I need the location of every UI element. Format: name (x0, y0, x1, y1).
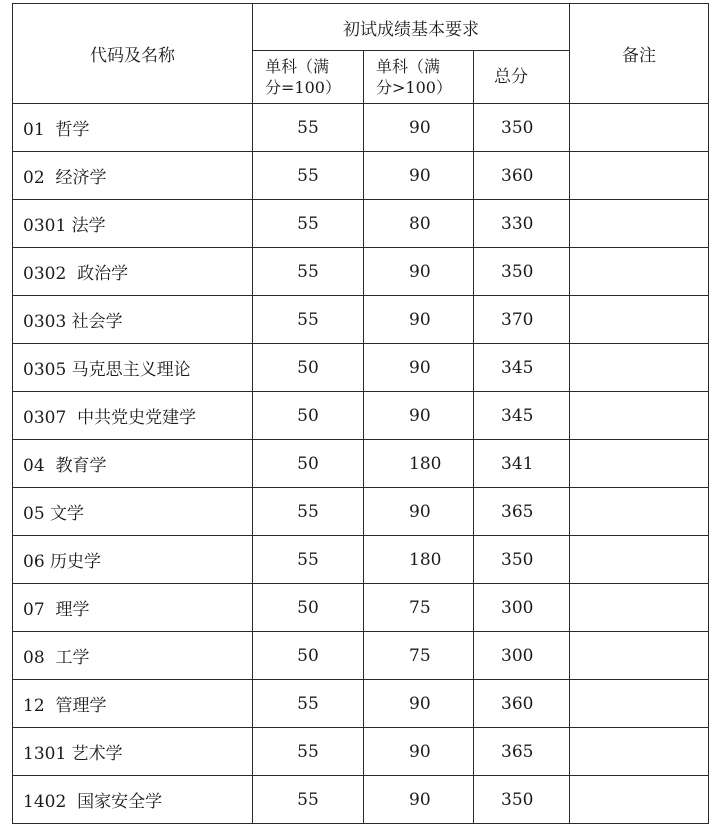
discipline-name-cell: 08 工学 (13, 632, 253, 680)
discipline-name-cell: 07 理学 (13, 584, 253, 632)
single-subject-100-cell: 55 (253, 680, 364, 728)
single-subject-over100-cell: 90 (364, 776, 474, 824)
single-subject-100-cell: 55 (253, 104, 364, 152)
total-score-cell: 350 (474, 776, 570, 824)
single-subject-100-cell: 50 (253, 344, 364, 392)
total-score-cell: 365 (474, 728, 570, 776)
score-requirements-table (12, 3, 709, 824)
remark-cell (570, 728, 709, 776)
discipline-name-cell: 0302 政治学 (13, 248, 253, 296)
header-row-top (13, 4, 709, 51)
code-name-header: 代码及名称 (13, 4, 253, 104)
single-subject-100-cell: 55 (253, 488, 364, 536)
discipline-name-cell: 06 历史学 (13, 536, 253, 584)
total-score-cell: 300 (474, 632, 570, 680)
table-row (13, 632, 709, 680)
single-subject-100-line1: 单科（满 (265, 57, 330, 76)
table-row (13, 584, 709, 632)
discipline-name-cell: 0303 社会学 (13, 296, 253, 344)
discipline-name-cell: 1402 国家安全学 (13, 776, 253, 824)
single-subject-100-cell: 55 (253, 296, 364, 344)
remark-cell (570, 680, 709, 728)
single-subject-over100-cell: 90 (364, 344, 474, 392)
discipline-name-cell: 12 管理学 (13, 680, 253, 728)
remark-cell (570, 536, 709, 584)
remark-cell (570, 296, 709, 344)
total-score-cell: 350 (474, 104, 570, 152)
table-row (13, 680, 709, 728)
single-subject-100-cell: 55 (253, 200, 364, 248)
single-subject-100-cell: 50 (253, 584, 364, 632)
total-score-cell: 345 (474, 344, 570, 392)
remark-cell (570, 392, 709, 440)
remark-header: 备注 (570, 4, 709, 104)
discipline-name-cell: 04 教育学 (13, 440, 253, 488)
discipline-name-cell: 0307 中共党史党建学 (13, 392, 253, 440)
remark-cell (570, 488, 709, 536)
total-score-cell: 350 (474, 248, 570, 296)
remark-cell (570, 152, 709, 200)
table-row (13, 296, 709, 344)
single-subject-over100-cell: 90 (364, 248, 474, 296)
table-row (13, 152, 709, 200)
table-row (13, 488, 709, 536)
table-body (13, 104, 709, 824)
single-subject-100-cell: 55 (253, 776, 364, 824)
remark-cell (570, 344, 709, 392)
single-subject-over100-cell: 75 (364, 632, 474, 680)
single-subject-over100-cell: 75 (364, 584, 474, 632)
score-requirement-group-header: 初试成绩基本要求 (253, 4, 570, 51)
total-score-cell: 345 (474, 392, 570, 440)
single-subject-100-line2: 分=100） (265, 78, 341, 97)
single-subject-over100-line1: 单科（满 (376, 57, 441, 76)
total-score-cell: 350 (474, 536, 570, 584)
single-subject-100-cell: 50 (253, 632, 364, 680)
remark-cell (570, 104, 709, 152)
remark-cell (570, 776, 709, 824)
table-row (13, 776, 709, 824)
remark-cell (570, 440, 709, 488)
discipline-name-cell: 0305 马克思主义理论 (13, 344, 253, 392)
total-score-cell: 370 (474, 296, 570, 344)
total-score-header: 总分 (474, 51, 570, 104)
discipline-name-cell: 05 文学 (13, 488, 253, 536)
single-subject-over100-cell: 90 (364, 728, 474, 776)
single-subject-over100-cell: 90 (364, 680, 474, 728)
table-row (13, 344, 709, 392)
single-subject-100-cell: 50 (253, 392, 364, 440)
remark-cell (570, 632, 709, 680)
remark-cell (570, 248, 709, 296)
remark-cell (570, 200, 709, 248)
total-score-cell: 341 (474, 440, 570, 488)
single-subject-100-header (253, 51, 364, 104)
total-score-cell: 360 (474, 152, 570, 200)
discipline-name-cell: 0301 法学 (13, 200, 253, 248)
total-score-cell: 360 (474, 680, 570, 728)
single-subject-over100-cell: 80 (364, 200, 474, 248)
table-row (13, 248, 709, 296)
single-subject-100-cell: 55 (253, 152, 364, 200)
discipline-name-cell: 1301 艺术学 (13, 728, 253, 776)
table-row (13, 200, 709, 248)
table-row (13, 392, 709, 440)
table-row (13, 536, 709, 584)
single-subject-over100-cell: 90 (364, 104, 474, 152)
table-row (13, 104, 709, 152)
single-subject-100-cell: 55 (253, 536, 364, 584)
remark-cell (570, 584, 709, 632)
total-score-cell: 365 (474, 488, 570, 536)
total-score-cell: 330 (474, 200, 570, 248)
single-subject-over100-header (364, 51, 474, 104)
single-subject-100-cell: 55 (253, 248, 364, 296)
table-row (13, 440, 709, 488)
single-subject-over100-cell: 90 (364, 296, 474, 344)
single-subject-over100-cell: 90 (364, 488, 474, 536)
table-row (13, 728, 709, 776)
total-score-cell: 300 (474, 584, 570, 632)
single-subject-over100-cell: 90 (364, 392, 474, 440)
discipline-name-cell: 02 经济学 (13, 152, 253, 200)
single-subject-100-cell: 55 (253, 728, 364, 776)
single-subject-over100-cell: 90 (364, 152, 474, 200)
single-subject-over100-cell: 180 (364, 440, 474, 488)
single-subject-over100-cell: 180 (364, 536, 474, 584)
discipline-name-cell: 01 哲学 (13, 104, 253, 152)
single-subject-over100-line2: 分>100） (376, 78, 452, 97)
single-subject-100-cell: 50 (253, 440, 364, 488)
